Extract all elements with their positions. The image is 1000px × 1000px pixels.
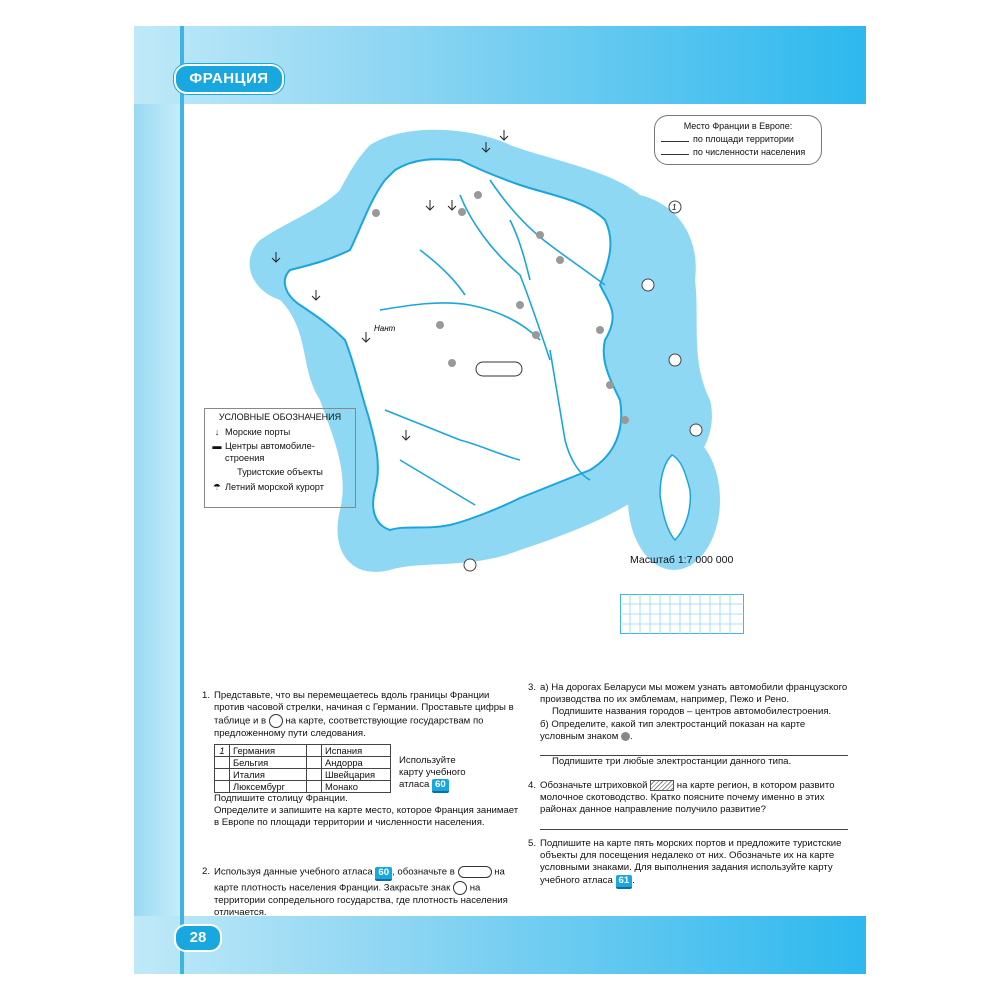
answer-line[interactable]: [540, 743, 848, 756]
circle-symbol: [453, 881, 467, 895]
task-5: 5. Подпишите на карте пять морских портов и предложите туристские объекты для посещения недалеко от них. Обозначьте их на карте условными знаками. Для выполнения задания используйте карту учебного атласа 61 .: [528, 838, 848, 889]
oval-symbol: [458, 866, 492, 878]
task-4-number: 4.: [528, 780, 537, 791]
table-row: Бельгия Андорра: [215, 756, 391, 768]
task-1-number: 1.: [202, 690, 211, 701]
left-strip: [134, 26, 184, 974]
hatch-symbol: [650, 780, 674, 791]
page-title: ФРАНЦИЯ: [174, 64, 284, 94]
legend-tourist-heading: Туристские объекты: [237, 467, 323, 477]
legend-auto: Центры автомобиле-строения: [225, 441, 315, 463]
map-scale: Масштаб 1:7 000 000: [630, 554, 734, 566]
task-5-number: 5.: [528, 838, 537, 849]
workbook-page: [134, 26, 866, 974]
area-blank[interactable]: [661, 141, 689, 142]
circle-symbol: [269, 714, 283, 728]
task-1-text2: на карте, соответствующие государствам по предложенному пути следования.: [214, 715, 484, 740]
europe-position-box: [654, 115, 822, 165]
france-map: [220, 100, 740, 600]
task-1-place: Определите и запишите на карте место, которое Франция занимает в Европе по площади территории и численности населения.: [214, 804, 519, 829]
atlas-hint: Используйте карту учебного атласа 60: [399, 755, 471, 793]
legend-ports: Морские порты: [225, 427, 291, 437]
spine: [180, 26, 184, 974]
population-label: по численности населения: [693, 147, 806, 157]
answer-line[interactable]: [540, 817, 848, 830]
task-3-number: 3.: [528, 682, 537, 693]
atlas-page-badge: 60: [375, 867, 392, 881]
table-row: Италия Швейцария: [215, 768, 391, 780]
legend-resort: Летний морской курорт: [225, 482, 324, 492]
task-4: 4. Обозначьте штриховкой на карте регион, в котором развито молочное скотоводство. Кратко поясните почему именно в этих районах данное направление получило развитие?: [528, 780, 848, 830]
table-row: 1 Германия Испания: [215, 744, 391, 756]
task-1: [202, 690, 520, 829]
atlas-page-badge: 61: [616, 875, 633, 889]
countries-table: [214, 744, 391, 793]
task-1-capital: Подпишите столицу Франции.: [214, 792, 348, 804]
scale-grid: [620, 594, 744, 634]
task-2-number: 2.: [202, 866, 211, 877]
resort-icon: ☂: [212, 482, 222, 492]
area-label: по площади территории: [693, 134, 794, 144]
bottom-band: [134, 916, 866, 974]
page-number: 28: [174, 924, 222, 952]
task-1-text: Представьте, что вы перемещаетесь вдоль границы Франции против часовой стрелки, начиная с Германии. Проставьте цифры в таблице и в: [214, 690, 514, 727]
density-oval: [476, 362, 522, 376]
legend-title: УСЛОВНЫЕ ОБОЗНАЧЕНИЯ: [218, 412, 342, 422]
task-3: 3. а) На дорогах Беларуси мы можем узнать автомобили французского производства по их эмблемам, например, Пежо и Рено. Подпишите названия городов – центров автомобилестроения. б) Определите, какой тип электростанций показан на карте условным знаком . Подпишите три любые электростанции данного типа.: [528, 682, 848, 768]
auto-center-icon: ▬: [212, 441, 222, 451]
atlas-page-badge: 60: [432, 779, 449, 793]
population-blank[interactable]: [661, 154, 689, 155]
task-2: 2. Используя данные учебного атласа 60 , обозначьте в на карте плотность населения Франции. Закрасьте знак на территории сопредельного государства, где плотность населения отличается.: [202, 866, 508, 918]
power-station-icon: [621, 732, 630, 741]
start-number: 1: [672, 203, 677, 212]
table-row: Люксембург Монако: [215, 780, 391, 792]
city-label-nantes: Нант: [374, 324, 396, 333]
europe-box-title: Место Франции в Европе:: [683, 121, 793, 131]
port-icon: ↓: [214, 427, 220, 437]
map-legend: [204, 408, 356, 508]
